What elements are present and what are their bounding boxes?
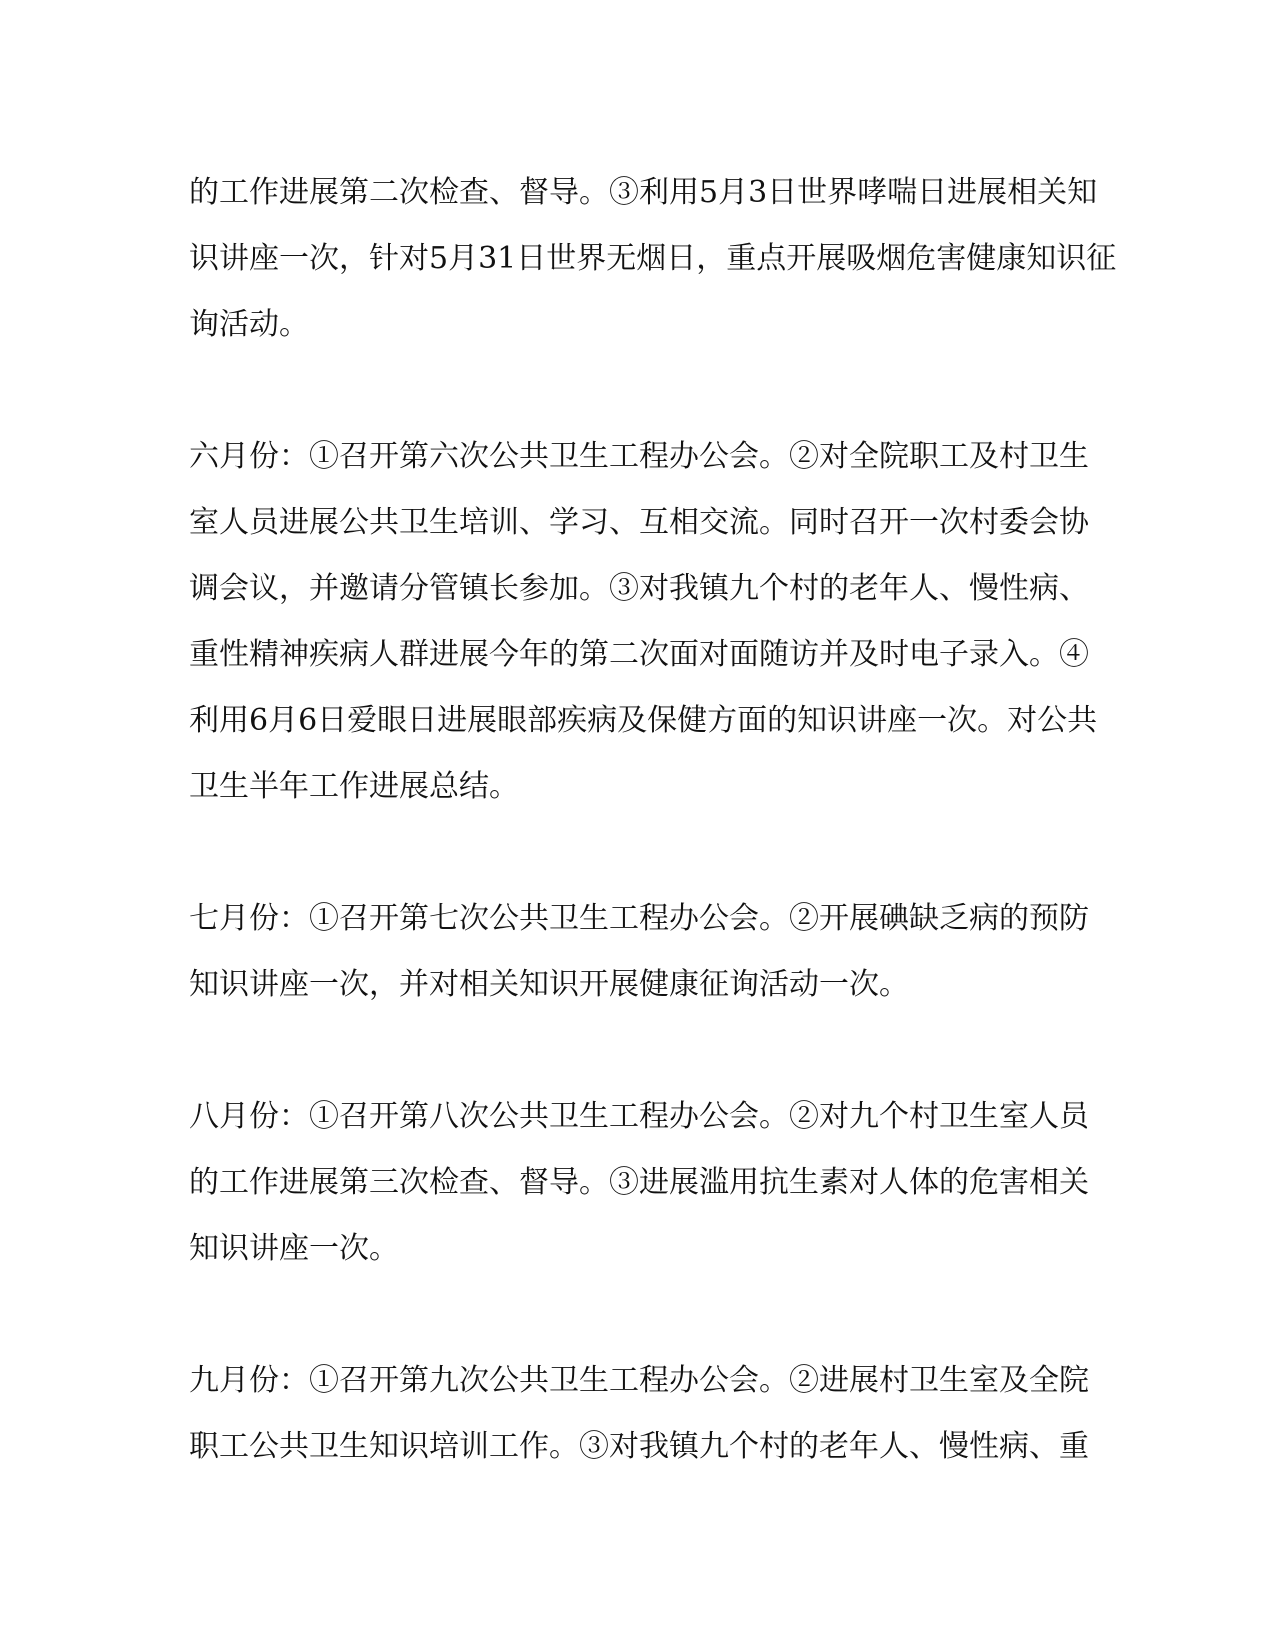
paragraph-july <box>189 886 1089 1018</box>
text-line: 六月份：①召开第六次公共卫生工程办公会。②对全院职工及村卫生 <box>189 439 1089 474</box>
paragraph-gap <box>189 358 1089 424</box>
paragraph-gap <box>189 1018 1089 1084</box>
document-body <box>189 160 1117 1480</box>
paragraph-august <box>189 1084 1089 1282</box>
text-line: 职工公共卫生知识培训工作。③对我镇九个村的老年人、慢性病、重 <box>189 1429 1089 1464</box>
paragraph-june <box>189 424 1098 820</box>
text-line: 重性精神疾病人群进展今年的第二次面对面随访并及时电子录入。④ <box>189 637 1089 672</box>
text-line: 的工作进展第三次检查、督导。③进展滥用抗生素对人体的危害相关 <box>189 1165 1089 1200</box>
paragraph-september <box>189 1348 1089 1480</box>
text-line: 调会议，并邀请分管镇长参加。③对我镇九个村的老年人、慢性病、 <box>189 571 1089 606</box>
paragraph-may-continued <box>189 160 1117 358</box>
paragraph-gap <box>189 820 1089 886</box>
text-line: 室人员进展公共卫生培训、学习、互相交流。同时召开一次村委会协 <box>189 505 1089 540</box>
text-line: 七月份：①召开第七次公共卫生工程办公会。②开展碘缺乏病的预防 <box>189 901 1089 936</box>
text-line: 卫生半年工作进展总结。 <box>189 769 519 804</box>
text-line: 知识讲座一次。 <box>189 1231 399 1266</box>
paragraph-gap <box>189 1282 1089 1348</box>
text-line: 知识讲座一次，并对相关知识开展健康征询活动一次。 <box>189 967 909 1002</box>
text-line: 八月份：①召开第八次公共卫生工程办公会。②对九个村卫生室人员 <box>189 1099 1089 1134</box>
text-line: 利用6月6日爱眼日进展眼部疾病及保健方面的知识讲座一次。对公共 <box>189 703 1098 738</box>
text-line: 九月份：①召开第九次公共卫生工程办公会。②进展村卫生室及全院 <box>189 1363 1089 1398</box>
text-line: 的工作进展第二次检查、督导。③利用5月3日世界哮喘日进展相关知 <box>189 175 1098 210</box>
text-line: 询活动。 <box>189 307 309 342</box>
text-line: 识讲座一次，针对5月31日世界无烟日，重点开展吸烟危害健康知识征 <box>189 241 1117 276</box>
